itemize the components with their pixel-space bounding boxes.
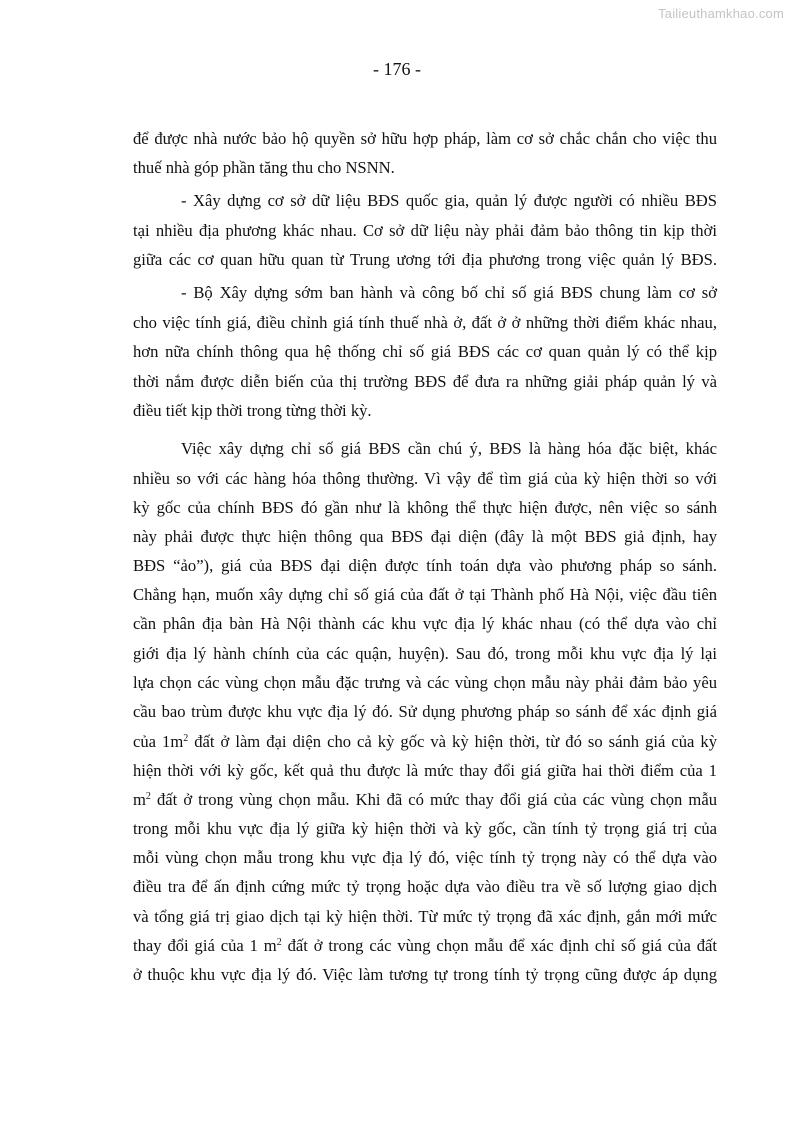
text-line: - Bộ Xây dựng sớm ban hành và công bố chỉ số giá BĐS chung làm cơ sở xyxy=(181,283,717,302)
text-fragment: đất ở làm đại diện cho cả kỳ gốc và kỳ hiện thời, từ đó so sánh giá của kỳ xyxy=(188,732,717,751)
superscript: 2 xyxy=(276,937,282,948)
text-line: để được nhà nước bảo hộ quyền sở hữu hợp pháp, làm cơ sở chắc chắn cho việc thu xyxy=(133,129,717,148)
superscript: 2 xyxy=(183,733,189,744)
text-line: - Xây dựng cơ sở dữ liệu BĐS quốc gia, quản lý được người có nhiều BĐS xyxy=(181,191,717,210)
text-line: thời nắm được diễn biến của thị trường BĐS để đưa ra những giải pháp quản lý và xyxy=(133,372,717,391)
text-fragment: m xyxy=(133,790,146,809)
text-line: mỗi vùng chọn mẫu trong khu vực địa lý đó, việc tính tỷ trọng này có thể dựa vào xyxy=(133,848,717,867)
text-line: giới địa lý hành chính của các quận, huyện). Sau đó, trong mỗi khu vực địa lý lại xyxy=(133,644,717,663)
text-fragment: của 1m xyxy=(133,732,184,751)
text-line: nhiều so với các hàng hóa thông thường. Vì vậy để tìm giá của kỳ hiện thời so với xyxy=(133,469,717,488)
text-line: hiện thời với kỳ gốc, kết quả thu được là mức thay đổi giá giữa hai thời điểm của 1 xyxy=(133,761,717,780)
page-number: - 176 - xyxy=(373,59,421,79)
text-line: và tổng giá trị giao dịch tại kỳ hiện thời. Từ mức tỷ trọng đã xác định, gắn mới mức xyxy=(133,907,717,926)
watermark: Tailieuthamkhao.com xyxy=(658,6,784,21)
text-line: điều tra để ấn định cứng mức tỷ trọng hoặc dựa vào điều tra về số lượng giao dịch xyxy=(133,877,717,896)
text-line: trong mỗi khu vực địa lý giữa kỳ hiện thời và kỳ gốc, cần tính tỷ trọng giá trị của xyxy=(133,819,717,838)
text-line xyxy=(133,936,717,956)
superscript: 2 xyxy=(145,791,151,802)
text-fragment: đất ở trong vùng chọn mẫu. Khi đã có mức thay đổi giá của các vùng chọn mẫu xyxy=(150,790,717,809)
text-line: cầu bao trùm được khu vực địa lý đó. Sử dụng phương pháp so sánh để xác định giá xyxy=(133,702,717,721)
text-line: kỳ gốc của chính BĐS đó gần như là không thể thực hiện được, nên việc so sánh xyxy=(133,498,717,517)
text-line: cần phân địa bàn Hà Nội thành các khu vực địa lý khác nhau (có thể dựa vào chỉ xyxy=(133,614,717,633)
text-line xyxy=(133,732,717,752)
text-line: BĐS “ảo”), giá của BĐS đại diện được tính toán dựa vào phương pháp so sánh. xyxy=(133,556,717,575)
text-line xyxy=(133,790,717,810)
text-line: lựa chọn các vùng chọn mẫu đặc trưng và các vùng chọn mẫu này phải đảm bảo yêu xyxy=(133,673,717,692)
text-fragment: đất ở trong các vùng chọn mẫu để xác định chỉ số giá của đất xyxy=(281,936,717,955)
text-line: tại nhiều địa phương khác nhau. Cơ sở dữ liệu này phải đảm bảo thông tin kịp thời xyxy=(133,221,717,240)
text-fragment: thay đổi giá của 1 m xyxy=(133,936,277,955)
text-line: điều tiết kịp thời trong từng thời kỳ. xyxy=(133,401,372,420)
text-line: Chẳng hạn, muốn xây dựng chỉ số giá của đất ở tại Thành phố Hà Nội, việc đầu tiên xyxy=(133,585,717,604)
text-line: giữa các cơ quan hữu quan từ Trung ương tới địa phương trong việc quản lý BĐS. xyxy=(133,250,717,269)
text-line: hơn nữa chính thông qua hệ thống chỉ số giá BĐS các cơ quan quản lý có thể kịp xyxy=(133,342,717,361)
text-line: cho việc tính giá, điều chỉnh giá tính thuế nhà ở, đất ở ở những thời điểm khác nhau, xyxy=(133,313,717,332)
text-line: ở thuộc khu vực địa lý đó. Việc làm tương tự trong tính tỷ trọng cũng được áp dụng xyxy=(133,965,717,984)
text-line: thuế nhà góp phần tăng thu cho NSNN. xyxy=(133,158,395,177)
text-line: này phải được thực hiện thông qua BĐS đại diện (đây là một BĐS giả định, hay xyxy=(133,527,717,546)
text-line: Việc xây dựng chỉ số giá BĐS cần chú ý, BĐS là hàng hóa đặc biệt, khác xyxy=(181,439,717,458)
